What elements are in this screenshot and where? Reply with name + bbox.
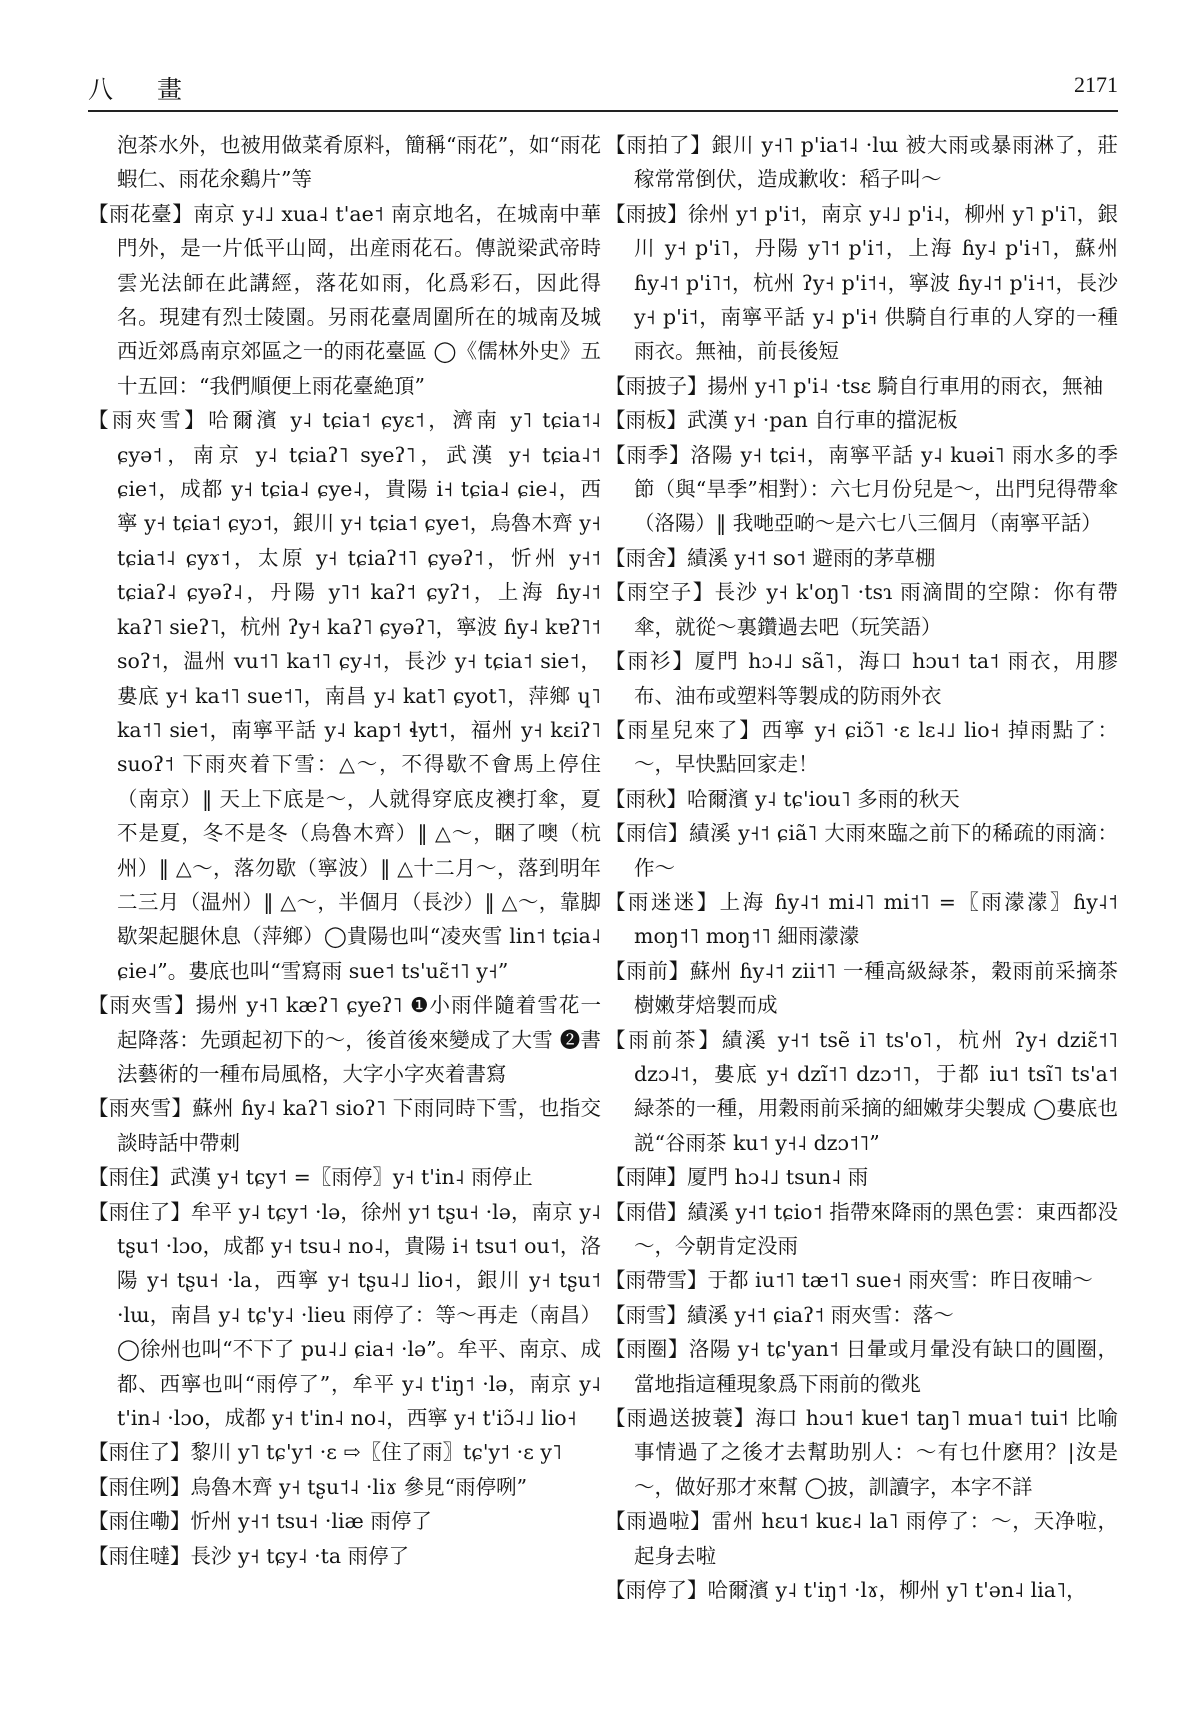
dictionary-entry: 【雨前】蘇州 ɦy˨˦ zii˦˥ 一種高級緑茶，穀雨前采摘茶樹嫩芽焙製而成 — [605, 958, 1118, 1018]
dictionary-entry: 【雨迷迷】上海 ɦy˨˦ mi˨˥ mi˦˥ =〖雨濛濛〗ɦy˨˦ moŋ˦˥ moŋ˦˥ 細雨濛濛 — [605, 889, 1118, 949]
dictionary-entry: 【雨空子】長沙 y˧ k'oŋ˥ ·tsɿ 雨滴間的空隙：你有帶傘，就從～裏鑽過去吧（玩笑語） — [605, 580, 1118, 639]
dictionary-entry: 【雨過送披蓑】海口 hɔu˦ kue˦ taŋ˥ mua˦ tui˦ 比喻事情過了之後才去幫助别人：～有乜什麽用？|汝是～，做好那才來幫 ◯披，訓讀字，本字不詳 — [605, 1406, 1118, 1499]
dictionary-entry: 【雨花臺】南京 y˨˩ xua˨ t'ae˦ 南京地名，在城南中華門外，是一片低平山岡，出産雨花石。傳説梁武帝時雲光法師在此講經，落花如雨，化爲彩石，因此得名。現建有烈士陵園。另雨花臺周圍所在的城南及城西近郊爲南京郊區之一的雨花臺區 ◯《儒林外史》五十五回：“我們順便上雨花臺絶頂” — [88, 201, 601, 398]
dictionary-entry: 【雨信】績溪 y˧˦ ɕiã˥ 大雨來臨之前下的稀疏的雨滴：作～ — [605, 821, 1118, 880]
section-title: 八 畫 — [88, 75, 200, 104]
dictionary-entry: 【雨夾雪】蘇州 ɦy˨ kaʔ˥ sioʔ˥ 下雨同時下雪，也指交談時話中帶刺 — [88, 1096, 601, 1155]
dictionary-entry: 【雨借】績溪 y˧˦ tɕio˦ 指帶來降雨的黑色雲：東西都没～，今朝肯定没雨 — [605, 1199, 1118, 1258]
page-header — [88, 70, 1118, 112]
dictionary-entry: 【雨舍】績溪 y˧˦ so˦ 避雨的茅草棚 — [605, 545, 936, 570]
dictionary-entry: 【雨過啦】雷州 hɛu˦ kuɛ˨ la˥ 雨停了：～，天净啦，起身去啦 — [605, 1509, 1118, 1568]
dictionary-entry: 【雨住了】牟平 y˨ tɕy˦ ·lə，徐州 y˦ tʂu˧ ·lə，南京 y˨ tʂu˦ ·lɔo，成都 y˧ tsu˨ no˨，貴陽 i˧ tsu˦ ou˦，洛陽 y˧ tʂu˧ ·la，西寧 y˧ tʂu˨˩ lio˧，銀川 y˧ tʂu˦ ·lɯ，南昌 y˨ tɕ'y˨ ·lieu 雨停了：等～再走（南昌）◯徐州也叫“不下了 pu˨˩ ɕia˧ ·lə”。牟平、南京、成都、西寧也叫“雨停了”，牟平 y˨ t'iŋ˦ ·lə，南京 y˨ t'in˨ ·lɔo，成都 y˧ t'in˨ no˨，西寧 y˧ t'iɔ̃˨˩ lio˧ — [88, 1199, 601, 1431]
dictionary-entry: 【雨季】洛陽 y˧ tɕi˧，南寧平話 y˨ kuəi˥ 雨水多的季節（與“旱季”相對）：六七月份兒是～，出門兒得帶傘（洛陽）‖ 我哋亞啲～是六七八三個月（南寧平話） — [605, 442, 1118, 536]
dictionary-entry: 【雨圈】洛陽 y˧ tɕ'yan˦ 日暈或月暈没有缺口的圓圈，當地指這種現象爲下雨前的徵兆 — [605, 1337, 1118, 1396]
dictionary-entry: 【雨板】武漢 y˧ ·pan 自行車的擋泥板 — [605, 408, 958, 433]
right-column — [605, 128, 1118, 1708]
dictionary-entry: 【雨拍了】銀川 y˧˥ p'ia˦˨ ·lɯ 被大雨或暴雨淋了，莊稼常常倒伏，造成歉收：稻子叫～ — [605, 133, 1118, 192]
left-column — [88, 128, 601, 1708]
dictionary-entry: 【雨星兒來了】西寧 y˧ ɕiɔ̃˥ ·ɛ lɛ˨˩ lio˧ 掉雨點了：～，早快點回家走！ — [605, 717, 1118, 777]
dictionary-entry: 【雨夾雪】哈爾濱 y˨ tɕia˦ ɕyɛ˦，濟南 y˥ tɕia˦˨ ɕyə˦，南京 y˨ tɕiaʔ˥ syeʔ˥，武漢 y˧ tɕia˨˦ ɕie˦，成都 y˧ tɕia˨ ɕye˨，貴陽 i˧ tɕia˨ ɕie˨，西寧 y˧ tɕia˦ ɕyɔ˦，銀川 y˧ tɕia˦ ɕye˦，烏魯木齊 y˧ tɕia˦˨ ɕyɤ˦，太原 y˧ tɕiaʔ˦˥ ɕyəʔ˦，忻州 y˧˦ tɕiaʔ˨ ɕyəʔ˨，丹陽 y˥˦ kaʔ˦ ɕyʔ˦，上海 ɦy˨˦ kaʔ˥ sieʔ˥，杭州 ʔy˧ kaʔ˥ ɕyəʔ˥，寧波 ɦy˨ kɐʔ˥˦ soʔ˦，温州 vu˦˥ ka˦˥ ɕy˨˦，長沙 y˧ tɕia˦ sie˦，婁底 y˧ ka˦˥ sue˦˥，南昌 y˨ kat˥ ɕyot˥，萍鄉 ɥ˥ ka˦˥ sie˦，南寧平話 y˨ kap˦ ɬyt˦，福州 y˧ kɛiʔ˥ suoʔ˦ 下雨夾着下雪：△～，不得歇不會馬上停住（南京）‖ 天上下底是～，人就得穿底皮襖打傘，夏不是夏，冬不是冬（烏魯木齊）‖ △～，睏了噢（杭州）‖ △～，落勿歇（寧波）‖ △十二月～，落到明年二三月（温州）‖ △～，半個月（長沙）‖ △～，靠脚歇架起腿休息（萍鄉）◯貴陽也叫“凌夾雪 lin˦ tɕia˨ ɕie˨”。婁底也叫“雪寫雨 sue˦ ts'uɛ̃˦˥ y˧” — [88, 408, 601, 983]
dictionary-entry: 【雨披子】揚州 y˧˥ p'i˨ ·tsɛ 騎自行車用的雨衣，無袖 — [605, 373, 1104, 398]
dictionary-entry: 【雨住噠】長沙 y˧ tɕy˨ ·ta 雨停了 — [88, 1543, 410, 1568]
dictionary-entry: 【雨秋】哈爾濱 y˨ tɕ'iou˥ 多雨的秋天 — [605, 786, 960, 811]
dictionary-entry: 【雨帶雪】于都 iu˦˥ tæ˦˥ sue˧ 雨夾雪：昨日夜晡～ — [605, 1268, 1093, 1293]
dictionary-entry: 【雨雪】績溪 y˧˦ ɕiaʔ˦ 雨夾雪：落～ — [605, 1302, 954, 1327]
page-number: 2171 — [1074, 72, 1118, 97]
dictionary-entry: 【雨住咧】烏魯木齊 y˧ tʂu˦˨ ·liɤ 參見“雨停咧” — [88, 1474, 528, 1499]
dictionary-entry: 【雨住】武漢 y˧ tɕy˦ =〖雨停〗y˧ t'in˨ 雨停止 — [88, 1165, 533, 1190]
entry-continuation: 泡茶水外，也被用做菜肴原料，簡稱“雨花”，如“雨花蝦仁、雨花氽鷄片”等 — [117, 133, 601, 192]
dictionary-entry: 【雨住嘞】忻州 y˧˦ tsu˧ ·liæ 雨停了 — [88, 1509, 432, 1534]
dictionary-entry: 【雨夾雪】揚州 y˧˥ kæʔ˥ ɕyeʔ˥ ❶小雨伴隨着雪花一起降落：先頭起初下的～，後首後來變成了大雪 ❷書法藝術的一種布局風格，大字小字夾着書寫 — [88, 993, 601, 1086]
dictionary-entry: 【雨住了】黎川 y˥ tɕ'y˦ ·ɛ ⇨〖住了雨〗tɕ'y˦ ·ɛ y˥ — [88, 1440, 563, 1465]
dictionary-entry: 【雨陣】厦門 hɔ˨˩ tsun˨ 雨 — [605, 1165, 869, 1190]
dictionary-entry: 【雨披】徐州 y˦ p'i˦，南京 y˨˩ p'i˨，柳州 y˥ p'i˥，銀川 y˧ p'i˥，丹陽 y˥˦ p'i˦，上海 ɦy˨ p'i˧˥，蘇州 ɦy˨˦ p'i˥˦，杭州 ʔy˧ p'i˦˧，寧波 ɦy˨˦ p'i˧˦，長沙 y˧ p'i˦，南寧平話 y˨ p'i˧ 供騎自行車的人穿的一種雨衣。無袖，前長後短 — [605, 201, 1118, 364]
dictionary-entry: 【雨停了】哈爾濱 y˨ t'iŋ˦ ·lɤ，柳州 y˥ t'ən˨ lia˥， — [605, 1578, 1087, 1603]
dictionary-entry: 【雨衫】厦門 hɔ˨˩ sã˥，海口 hɔu˦ ta˦ 雨衣，用膠布、油布或塑料等製成的防雨外衣 — [605, 649, 1118, 708]
dictionary-entry: 【雨前茶】績溪 y˧˦ tsẽ i˥ ts'o˥，杭州 ʔy˧ dziɛ̃˦˥ dzɔ˨˦，婁底 y˧ dzĩ˦˥ dzɔ˦˥，于都 iu˦ tsĩ˥ ts'a˦ 緑茶的一種，用穀雨前采摘的細嫩芽尖製成 ◯婁底也説“谷雨茶 ku˦ y˧˨ dzɔ˦˥” — [605, 1027, 1118, 1155]
